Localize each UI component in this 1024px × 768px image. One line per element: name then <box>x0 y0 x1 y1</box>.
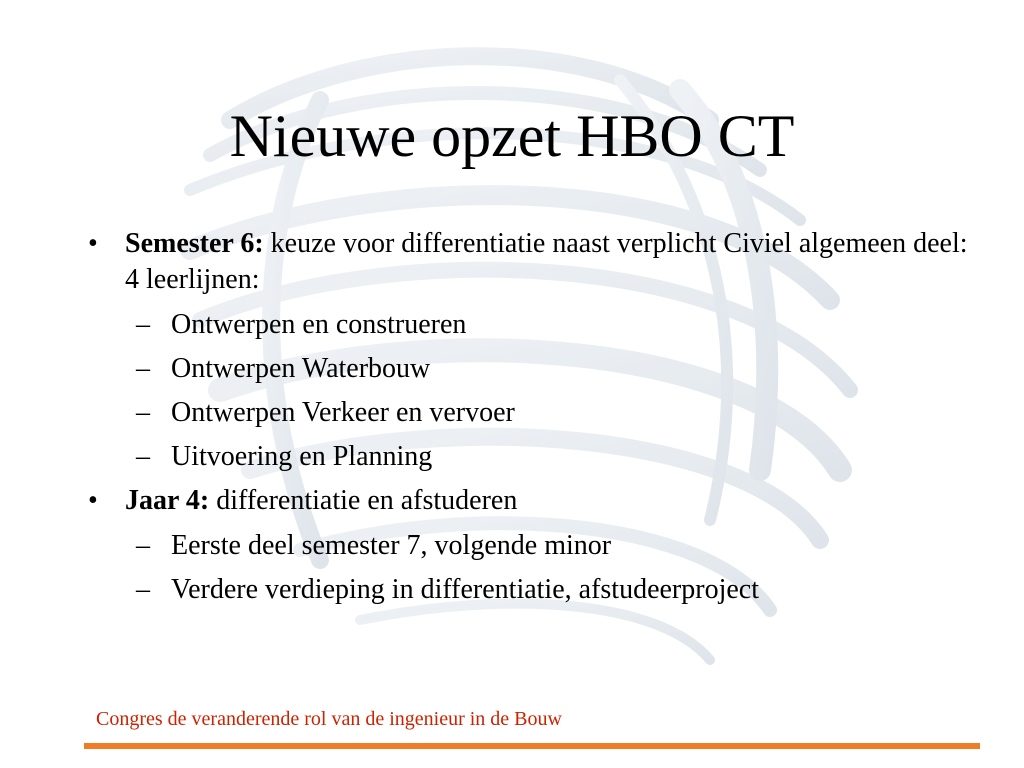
dash-marker: – <box>136 397 150 428</box>
bullet-semester-6 <box>88 226 968 298</box>
bullet-label: Jaar 4: <box>125 485 210 516</box>
slide-body <box>88 226 968 616</box>
dash-marker: – <box>136 353 150 384</box>
subitem <box>136 439 968 475</box>
subitem-text: Eerste deel semester 7, volgende minor <box>171 530 612 561</box>
footer-divider <box>84 743 980 749</box>
dash-marker: – <box>136 530 150 561</box>
bullet-marker: • <box>88 228 98 259</box>
subitem <box>136 572 968 608</box>
subitem-text: Uitvoering en Planning <box>171 441 433 472</box>
bullet-marker: • <box>88 485 98 516</box>
subitem <box>136 528 968 564</box>
subitem-text: Ontwerpen Verkeer en vervoer <box>171 397 515 428</box>
bullet-label: Semester 6: <box>125 228 264 259</box>
subitem <box>136 351 968 387</box>
dash-marker: – <box>136 309 150 340</box>
slide-title: Nieuwe opzet HBO CT <box>229 103 795 169</box>
subitem <box>136 307 968 343</box>
dash-marker: – <box>136 441 150 472</box>
subitem-text: Ontwerpen en construeren <box>171 309 467 340</box>
footer-text: Congres de veranderende rol van de ingenieur in de Bouw <box>96 708 562 730</box>
bullet-text: differentiatie en afstuderen <box>209 485 518 516</box>
subitem <box>136 395 968 431</box>
subitem-text: Verdere verdieping in differentiatie, afstudeerproject <box>171 574 759 605</box>
bullet-jaar-4 <box>88 483 968 519</box>
dash-marker: – <box>136 574 150 605</box>
subitem-text: Ontwerpen Waterbouw <box>171 353 431 384</box>
bullet-text: keuze voor differentiatie naast verplicht Civiel algemeen deel: 4 leerlijnen: <box>125 228 968 295</box>
